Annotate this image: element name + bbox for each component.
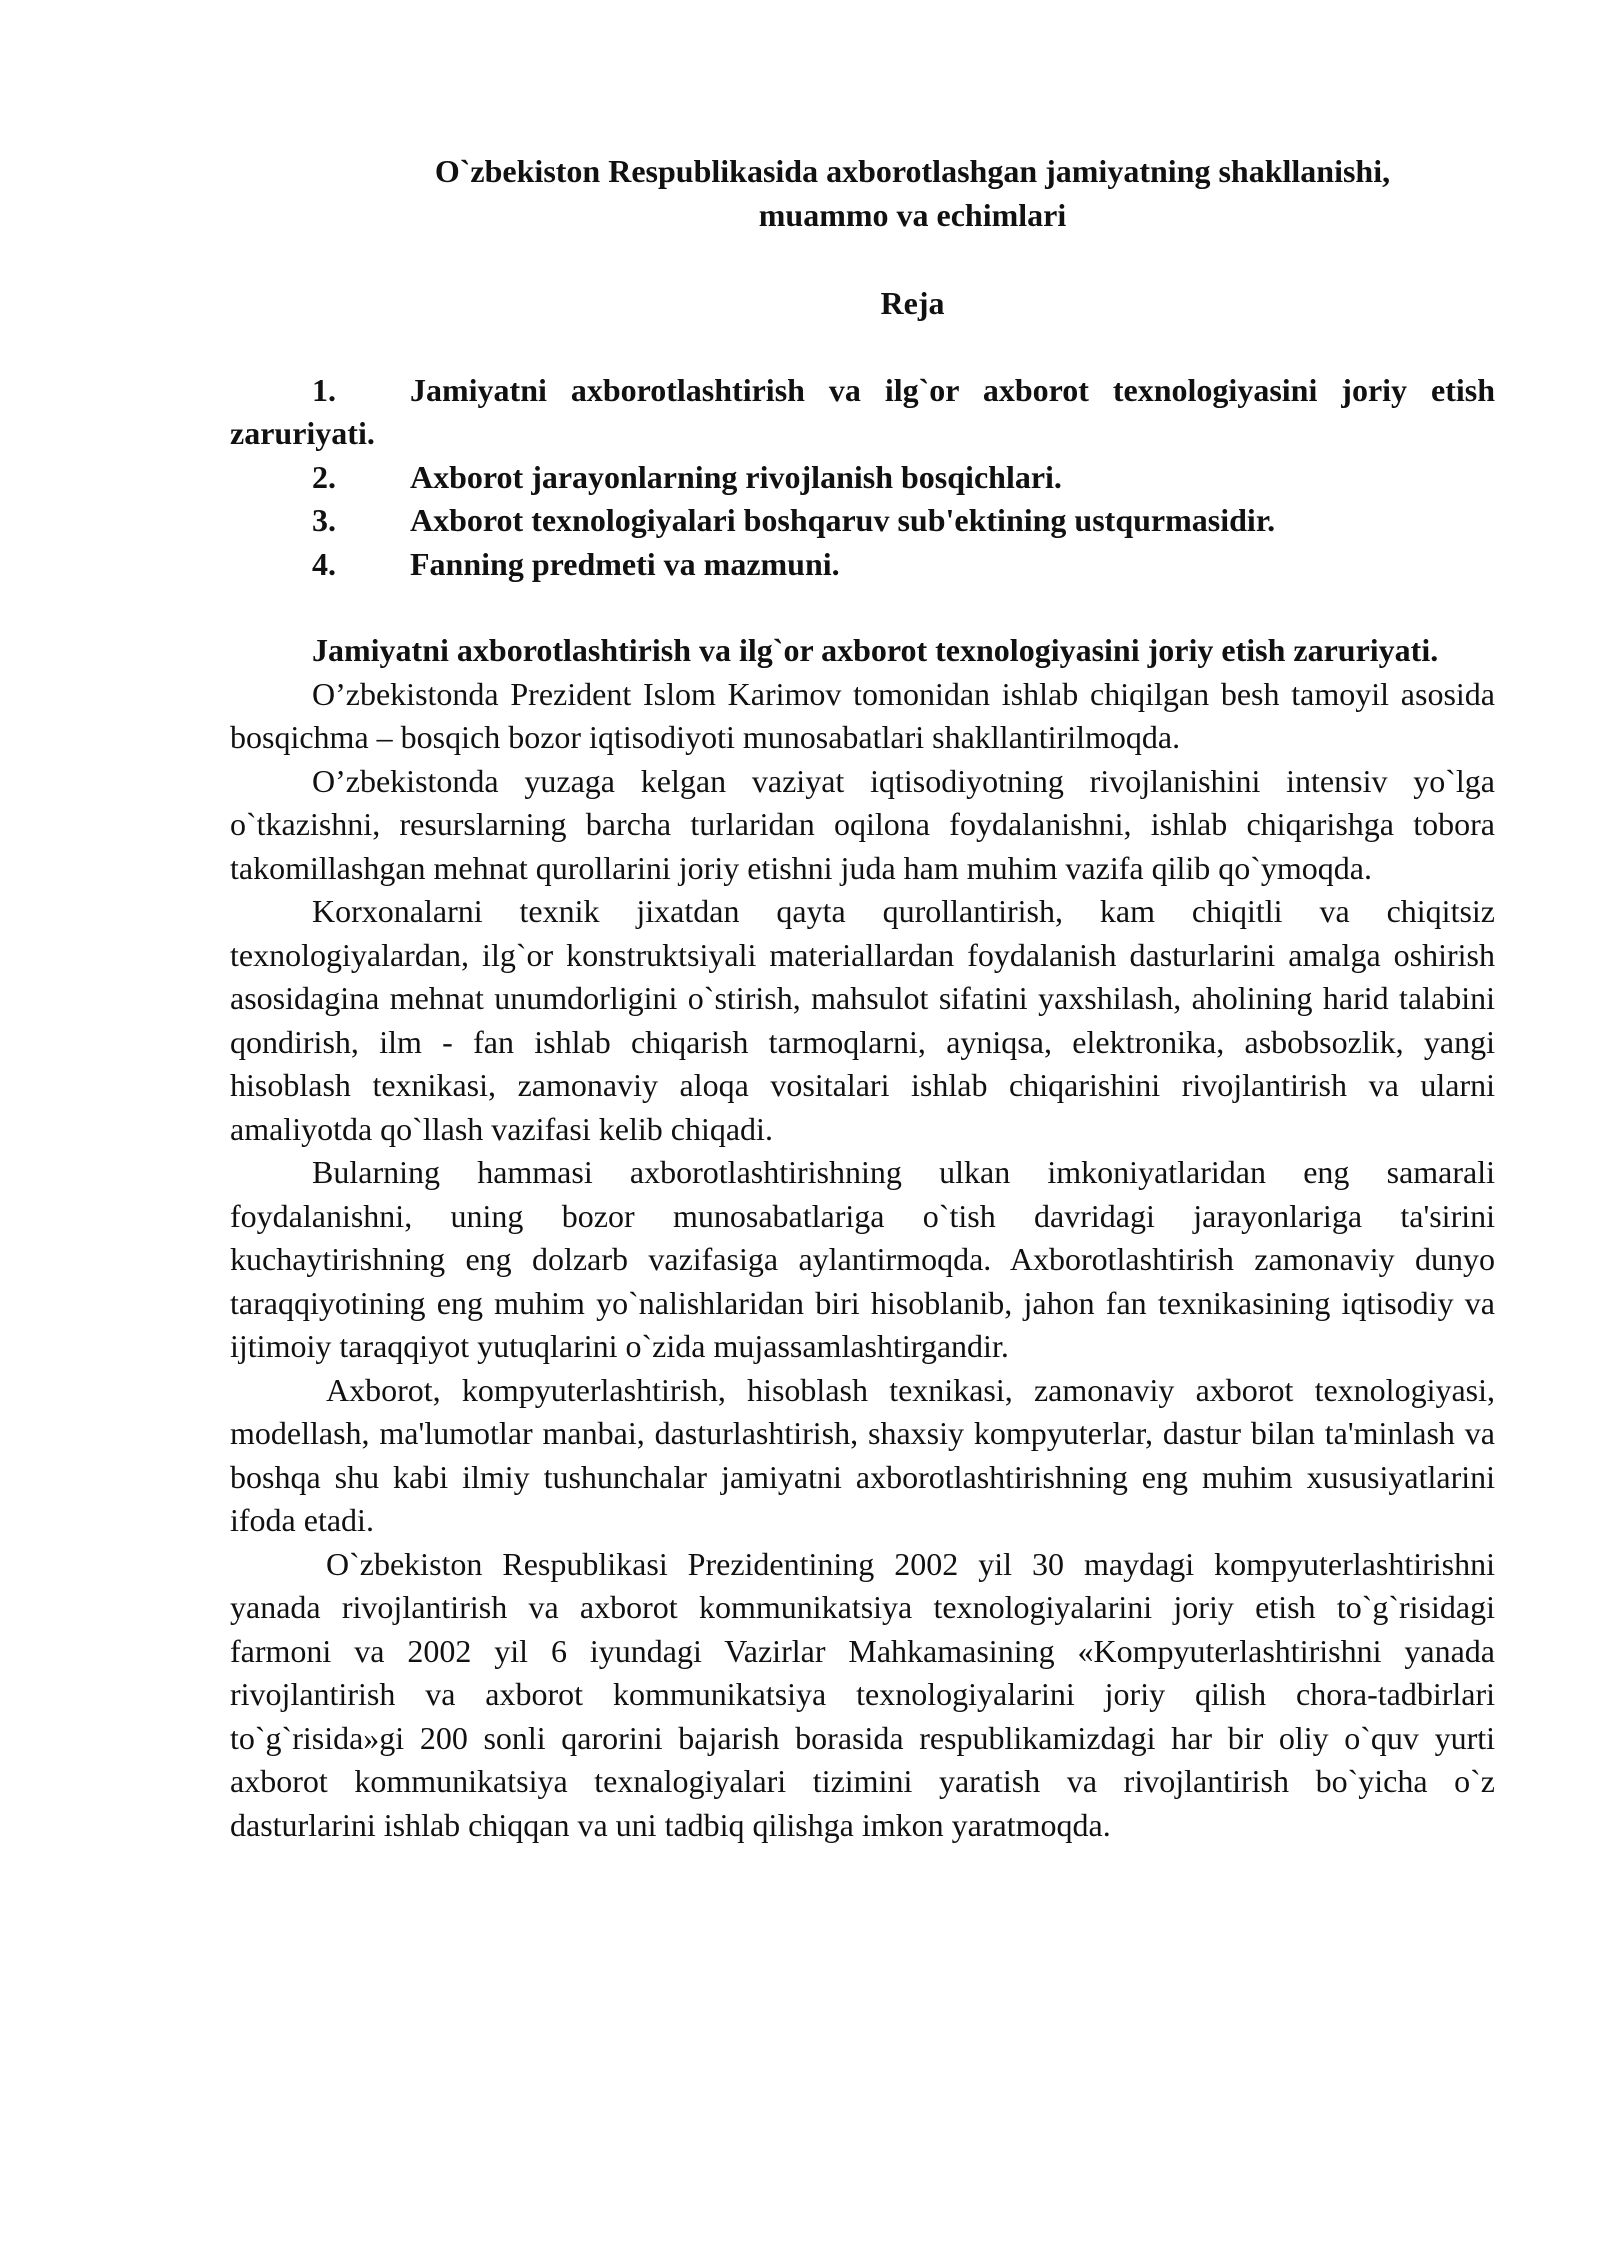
- plan-item: [230, 543, 1495, 587]
- body-paragraph: Axborot, kompyuterlashtirish, hisoblash texnikasi, zamonaviy axborot texnologiyasi, modellash, ma'lumotlar manbai, dasturlashtirish, shaxsiy kompyuterlar, dastur bilan ta'minlash va boshqa shu kabi ilmiy tushunchalar jamiyatni axborotlashtirishning eng muhim xususiyatlarini ifoda etadi.: [230, 1371, 1495, 1538]
- plan-item-text: Fanning predmeti va mazmuni.: [410, 545, 840, 582]
- document-title: [330, 150, 1495, 237]
- plan-item-number: 4.: [312, 545, 336, 582]
- plan-item-number: 3.: [312, 502, 336, 538]
- plan-heading: Reja: [880, 285, 945, 321]
- plan-item-number: 2.: [312, 458, 336, 495]
- body-paragraph: Korxonalarni texnik jixatdan qayta qurollantirish, kam chiqitli va chiqitsiz texnologiyalardan, ilg`or konstruktsiyali materiallardan foydalanish dasturlarini amalga oshirish asosidagina mehnat unumdorligini o`stirish, mahsulot sifatini yaxshilash, aholining harid talabini qondirish, ilm - fan ishlab chiqarish tarmoqlarni, ayniqsa, elektronika, asbobsozlik, yangi hisoblash texnikasi, zamonaviy aloqa vositalari ishlab chiqarishini rivojlantirish va ularni amaliyotda qo`llash vazifasi kelib chiqadi.: [230, 893, 1495, 1147]
- plan-item-text: Jamiyatni axborotlashtirish va ilg`or axborot texnologiyasini joriy etish zaruriyati.: [230, 371, 1495, 451]
- body-paragraph: Bularning hammasi axborotlashtirishning ulkan imkoniyatlaridan eng samarali foydalanishni, uning bozor munosabatlariga o`tish davridagi jarayonlariga ta'sirini kuchaytirishning eng dolzarb vazifasiga aylantirmoqda. Axborotlashtirish zamonaviy dunyo taraqqiyotining eng muhim yo`nalishlaridan biri hisoblanib, jahon fan texnikasining iqtisodiy va ijtimoiy taraqqiyot yutuqlarini o`zida mujassamlashtirgandir.: [230, 1154, 1495, 1364]
- plan-item: [230, 369, 1495, 456]
- plan-item-text: Axborot texnologiyalari boshqaruv sub'ektining ustqurmasidir.: [410, 502, 1276, 538]
- plan-item: [230, 499, 1495, 543]
- plan-item-text: Axborot jarayonlarning rivojlanish bosqichlari.: [410, 458, 1062, 495]
- body-paragraph: O’zbekistonda yuzaga kelgan vaziyat iqtisodiyotning rivojlanishini intensiv yo`lga o`tkazishni, resurslarning barcha turlaridan oqilona foydalanishni, ishlab chiqarishga tobora takomillashgan mehnat qurollarini joriy etishni juda ham muhim vazifa qilib qo`ymoqda.: [230, 762, 1495, 886]
- plan-list: [230, 369, 1495, 587]
- body-paragraph: O`zbekiston Respublikasi Prezidentining 2002 yil 30 maydagi kompyuterlashtirishni yanada rivojlantirish va axborot kommunikatsiya texnologiyalarini joriy etish to`g`risidagi farmoni va 2002 yil 6 iyundagi Vazirlar Mahkamasining «Kompyuterlashtirishni yanada rivojlantirish va axborot kommunikatsiya texnologiyalarini joriy qilish chora-tadbirlari to`g`risida»gi 200 sonli qarorini bajarish borasida respublikamizdagi har bir oliy o`quv yurti axborot kommunikatsiya texnalogiyalari tizimini yaratish va rivojlantirish bo`yicha o`z dasturlarini ishlab chiqqan va uni tadbiq qilishga imkon yaratmoqda.: [230, 1545, 1495, 1843]
- document-page: [230, 150, 1495, 1847]
- plan-item-number: 1.: [312, 371, 336, 408]
- section-heading: Jamiyatni axborotlashtirish va ilg`or axborot texnologiyasini joriy etish zaruriyati.: [312, 632, 1439, 668]
- plan-item: [230, 456, 1495, 500]
- title-line-1: O`zbekiston Respublikasida axborotlashgan jamiyatning shakllanishi,: [434, 153, 1391, 189]
- title-line-2: muammo va echimlari: [758, 196, 1067, 233]
- body-paragraph: O’zbekistonda Prezident Islom Karimov tomonidan ishlab chiqilgan besh tamoyil asosida bosqichma – bosqich bozor iqtisodiyoti munosabatlari shakllantirilmoqda.: [230, 675, 1495, 755]
